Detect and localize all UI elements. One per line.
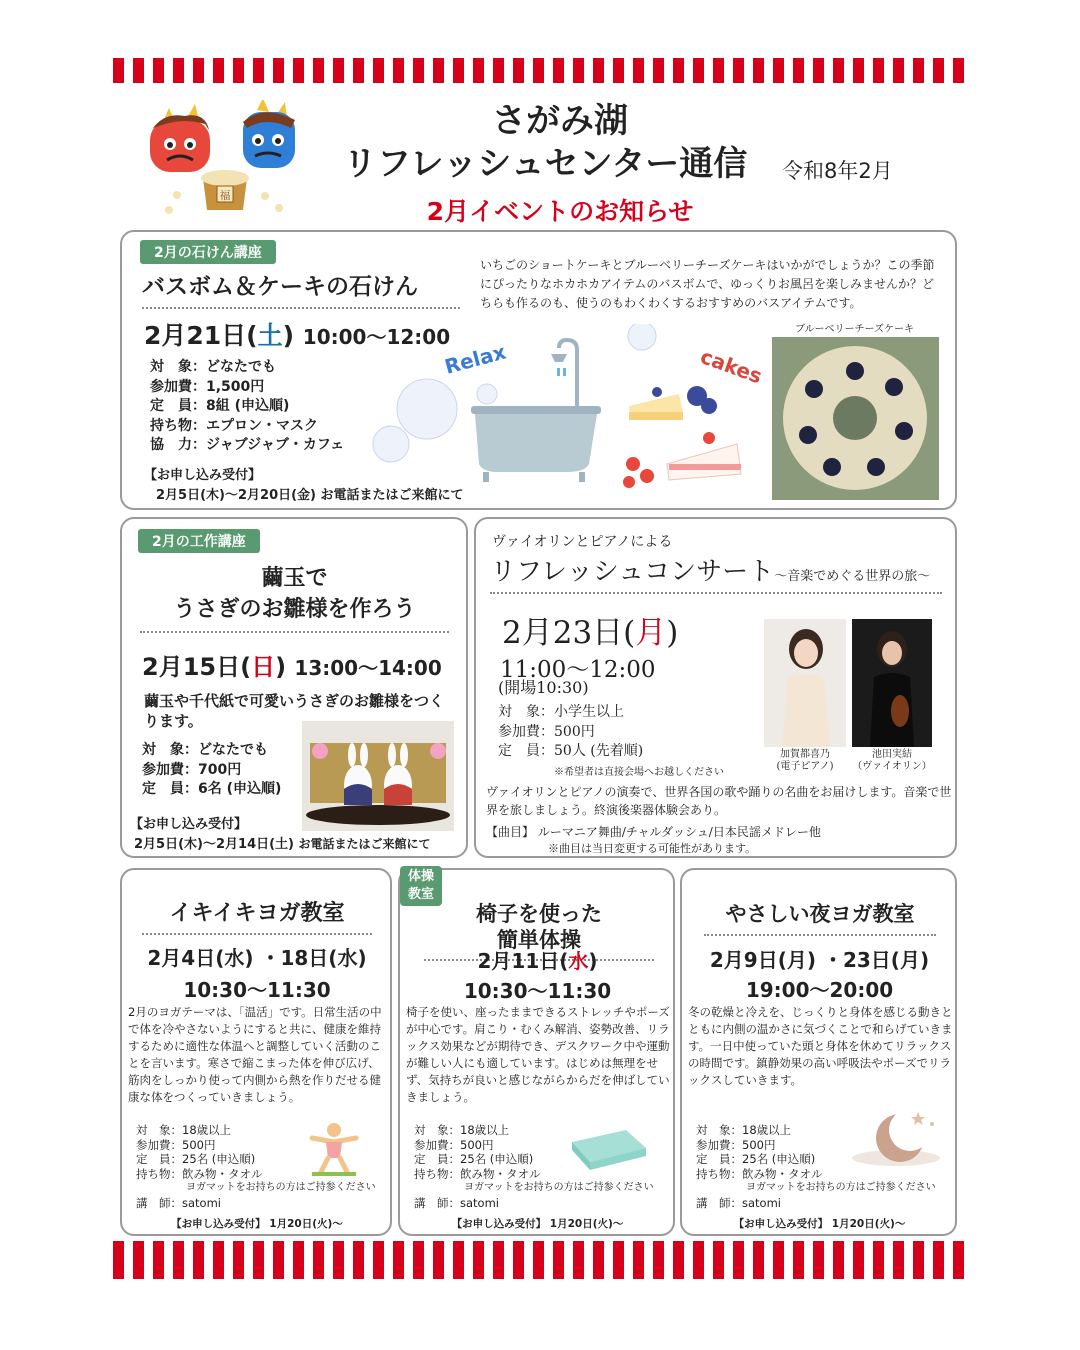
- chair-mat-note: ヨガマットをお持ちの方はご持参ください: [464, 1182, 654, 1193]
- concert-subtitle: 〜音楽でめぐる世界の旅〜: [774, 569, 931, 584]
- yoga-info-capacity: 定 員：25名 (申込順): [136, 1152, 256, 1166]
- soap-info-capacity: 定 員：8組 (申込順): [150, 398, 290, 414]
- concert-description: ヴァイオリンとピアノの演奏で、世界各国の歌や踊りの名曲をお届けします。音楽で世界を旅しましょう。終演後楽器体験会あり。: [486, 785, 952, 817]
- night-info-target: 対 象：18歳以上: [696, 1123, 792, 1137]
- bathtub-illustration: [367, 334, 622, 484]
- chair-title-line2: 簡単体操: [424, 927, 654, 961]
- concert-title: リフレッシュコンサート: [490, 557, 775, 587]
- soap-info-target: 対 象：どなたでも: [150, 359, 276, 375]
- concert-date-day: 月: [635, 615, 667, 651]
- chair-date-day: 水: [568, 949, 589, 973]
- violinist-name: 池田実結: [872, 749, 912, 760]
- concert-intro: ヴァイオリンとピアノによる: [492, 534, 673, 550]
- concert-date-prefix: 2月23日(: [502, 615, 636, 651]
- soap-date-prefix: 2月21日(: [144, 321, 258, 350]
- soap-date-day: 土: [257, 321, 283, 350]
- night-info-fee: 参加費：500円: [696, 1137, 776, 1152]
- svg-text:福: 福: [219, 189, 231, 202]
- soap-apply-text: 2月5日(木)〜2月20日(金) お電話またはご来館にて: [156, 488, 464, 503]
- cakes-text: cakes: [697, 344, 762, 389]
- concert-card: [474, 517, 957, 858]
- yoga-description: 2月のヨガテーマは、「温活」です。日常生活の中で体を冷やさないようにすると共に、健康を維持するために適性な体温へと調整していく活動のことを言います。寒さで縮こまった体を伸び広げ、筋肉をしっかり使って内側から熱を作りだせる健康な体をつくっていきましょう。: [128, 1005, 382, 1104]
- relax-text: Relax: [442, 339, 509, 379]
- night-info-items: 持ち物：飲み物・タオル: [696, 1166, 823, 1181]
- craft-apply-method: お電話またはご来館にて: [298, 837, 431, 851]
- soap-date-suffix: ): [282, 321, 295, 350]
- soap-workshop-card: [120, 230, 957, 510]
- craft-date-suffix: ): [275, 653, 287, 681]
- soap-info: [150, 358, 344, 456]
- yoga-mat-note: ヨガマットをお持ちの方はご持参ください: [186, 1182, 376, 1193]
- yoga-date: 2月4日(水) ・18日(水): [147, 946, 367, 970]
- header-date: 令和8年2月: [782, 159, 893, 183]
- soap-info-fee: 参加費：1,500円: [150, 378, 265, 395]
- craft-workshop-card: [120, 517, 468, 858]
- chair-info-items: 持ち物：飲み物・タオル: [414, 1166, 541, 1181]
- night-yoga-card: [680, 868, 957, 1236]
- header-title-line1: さがみ湖: [492, 101, 628, 141]
- craft-info-capacity: 定 員：6名 (申込順): [142, 781, 282, 797]
- chair-tag-line1: 体操: [407, 869, 434, 884]
- soap-apply-label: 【お申し込み受付】: [144, 468, 262, 483]
- soap-tag: 2月の石けん講座: [140, 240, 276, 264]
- yoga-time: 10:30〜11:30: [183, 978, 331, 1002]
- header-subtitle: 2月イベントのお知らせ: [426, 197, 694, 226]
- craft-info-target: 対 象：どなたでも: [142, 742, 268, 758]
- craft-title: [132, 563, 457, 633]
- pianist-role: (電子ピアノ): [776, 761, 834, 772]
- rabbit-hina-doll-photo: [302, 721, 454, 831]
- craft-date-prefix: 2月15日(: [142, 653, 252, 681]
- concert-title-row: [490, 551, 942, 594]
- yoga-title: イキイキヨガ教室: [142, 896, 372, 935]
- concert-program-list: ルーマニア舞曲/チャルダッシュ/日本民謡メドレー他: [537, 825, 821, 839]
- yoga-pose-icon: [306, 1120, 362, 1176]
- top-border-stripe: [113, 58, 966, 83]
- chair-exercise-card: [398, 868, 675, 1236]
- night-mat-note: ヨガマットをお持ちの方はご持参ください: [746, 1182, 936, 1193]
- concert-program-label: 【曲目】: [486, 825, 535, 839]
- night-info-capacity: 定 員：25名 (申込順): [696, 1152, 816, 1166]
- violinist-role: （ヴァイオリン）: [852, 761, 932, 772]
- concert-program: [486, 823, 821, 840]
- concert-program-note: ※曲目は当日変更する可能性があります。: [548, 842, 757, 855]
- violinist-caption: [842, 749, 942, 773]
- concert-info-capacity: 定 員：50人 (先着順): [498, 743, 644, 759]
- concert-info-fee: 参加費：500円: [498, 723, 595, 740]
- chair-info-fee: 参加費：500円: [414, 1137, 494, 1152]
- night-instructor: 講 師：satomi: [696, 1195, 781, 1210]
- craft-info: [142, 741, 281, 800]
- chair-info-capacity: 定 員：25名 (申込順): [414, 1152, 534, 1166]
- blueberry-cheesecake-photo: [772, 337, 939, 500]
- yoga-info-items: 持ち物：飲み物・タオル: [136, 1166, 263, 1181]
- concert-date: [502, 607, 678, 652]
- moon-icon: [848, 1106, 944, 1170]
- craft-description: 繭玉や千代紙で可愛いうさぎのお雛様をつくります。: [144, 692, 445, 730]
- violinist-photo: [852, 619, 932, 747]
- chair-description: 椅子を使い、座ったままできるストレッチやポーズが中心です。肩こり・むくみ解消、姿勢改善、リラックス効果などが期待でき、デスクワーク中や運動が難しい人にも適しています。はじめは無理をせず、気持ちが良いと感じながらからだを伸ばしていきましょう。: [406, 1005, 670, 1104]
- night-description: 冬の乾燥と冷えを、じっくりと身体を感じる動きとともに内側の温かさに気づくことで和らげていきます。一日中使っていた頭と身体を休めてリラックスの時間です。鎮静効果の高い呼吸法やポーズでリラックスしていきます。: [688, 1005, 953, 1087]
- craft-tag: 2月の工作講座: [138, 529, 260, 553]
- craft-apply-date: 2月5日(木)〜2月14日(土): [134, 837, 294, 852]
- chair-time: 10:30〜11:30: [463, 979, 612, 1003]
- craft-apply: [134, 833, 431, 852]
- pianist-caption: [764, 749, 846, 773]
- soap-photo-caption: ブルーベリーチーズケーキ: [794, 324, 915, 335]
- craft-title-line2: うさぎのお雛様を作ろう: [140, 594, 449, 633]
- chair-date: [400, 945, 675, 974]
- chair-date-prefix: 2月11日(: [477, 949, 569, 973]
- night-date: 2月9日(月) ・23日(月): [709, 948, 930, 972]
- night-time: 19:00〜20:00: [745, 978, 894, 1002]
- yoga-info-fee: 参加費：500円: [136, 1137, 216, 1152]
- chair-instructor: 講 師：satomi: [414, 1195, 499, 1210]
- chair-category-tag: [400, 866, 442, 906]
- soap-description: いちごのショートケーキとブルーベリーチーズケーキはいかがでしょうか？この季節にぴったりなホカホカアイテムのバスボムで、ゆっくりお風呂を楽しみませんか？どちらも作るのも、使うのもわくわくするおすすめのバスアイテムです。: [480, 258, 935, 310]
- chair-apply: 【お申し込み受付】 1月20日(火)〜: [451, 1218, 624, 1230]
- bottom-border-stripe: [113, 1241, 966, 1279]
- towel-icon: [566, 1124, 650, 1172]
- oni-and-beans-illustration: [145, 100, 295, 220]
- craft-date: [142, 647, 442, 682]
- concert-time: 11:00〜12:00: [500, 657, 656, 683]
- night-title: やさしい夜ヨガ教室: [704, 898, 936, 936]
- soap-title: バスボム＆ケーキの石けん: [142, 268, 460, 309]
- yoga-class-card: [120, 868, 392, 1236]
- yoga-info-target: 対 象：18歳以上: [136, 1123, 232, 1137]
- chair-info-target: 対 象：18歳以上: [414, 1123, 510, 1137]
- concert-info: [498, 703, 643, 762]
- yoga-instructor: 講 師：satomi: [136, 1195, 221, 1210]
- night-apply: 【お申し込み受付】 1月20日(火)〜: [733, 1218, 906, 1230]
- header-title-line2: リフレッシュセンター通信: [343, 144, 748, 184]
- craft-title-line1: 繭玉で: [261, 566, 328, 591]
- concert-date-suffix: ): [666, 615, 679, 651]
- yoga-apply: 【お申し込み受付】 1月20日(火)〜: [171, 1218, 343, 1230]
- soap-info-items: 持ち物：エプロン・マスク: [150, 417, 318, 434]
- concert-note: ※希望者は直接会場へお越しください: [554, 767, 724, 778]
- pianist-name: 加賀都喜乃: [780, 749, 830, 760]
- chair-tag-line2: 教室: [407, 887, 434, 902]
- soap-info-partner: 協 力：ジャブジャブ・カフェ: [150, 437, 345, 453]
- craft-time: 13:00〜14:00: [294, 656, 442, 680]
- concert-open: (開場10:30): [498, 678, 589, 697]
- craft-apply-label: 【お申し込み受付】: [130, 817, 248, 832]
- concert-info-target: 対 象：小学生以上: [498, 704, 624, 720]
- craft-info-fee: 参加費：700円: [142, 761, 242, 778]
- craft-date-day: 日: [251, 653, 276, 681]
- chair-date-suffix: ): [588, 949, 598, 973]
- soap-time: 10:00〜12:00: [302, 325, 451, 349]
- pianist-photo: [764, 619, 846, 747]
- cake-illustration: [617, 324, 762, 494]
- chair-title-line1: 椅子を使った: [476, 902, 602, 926]
